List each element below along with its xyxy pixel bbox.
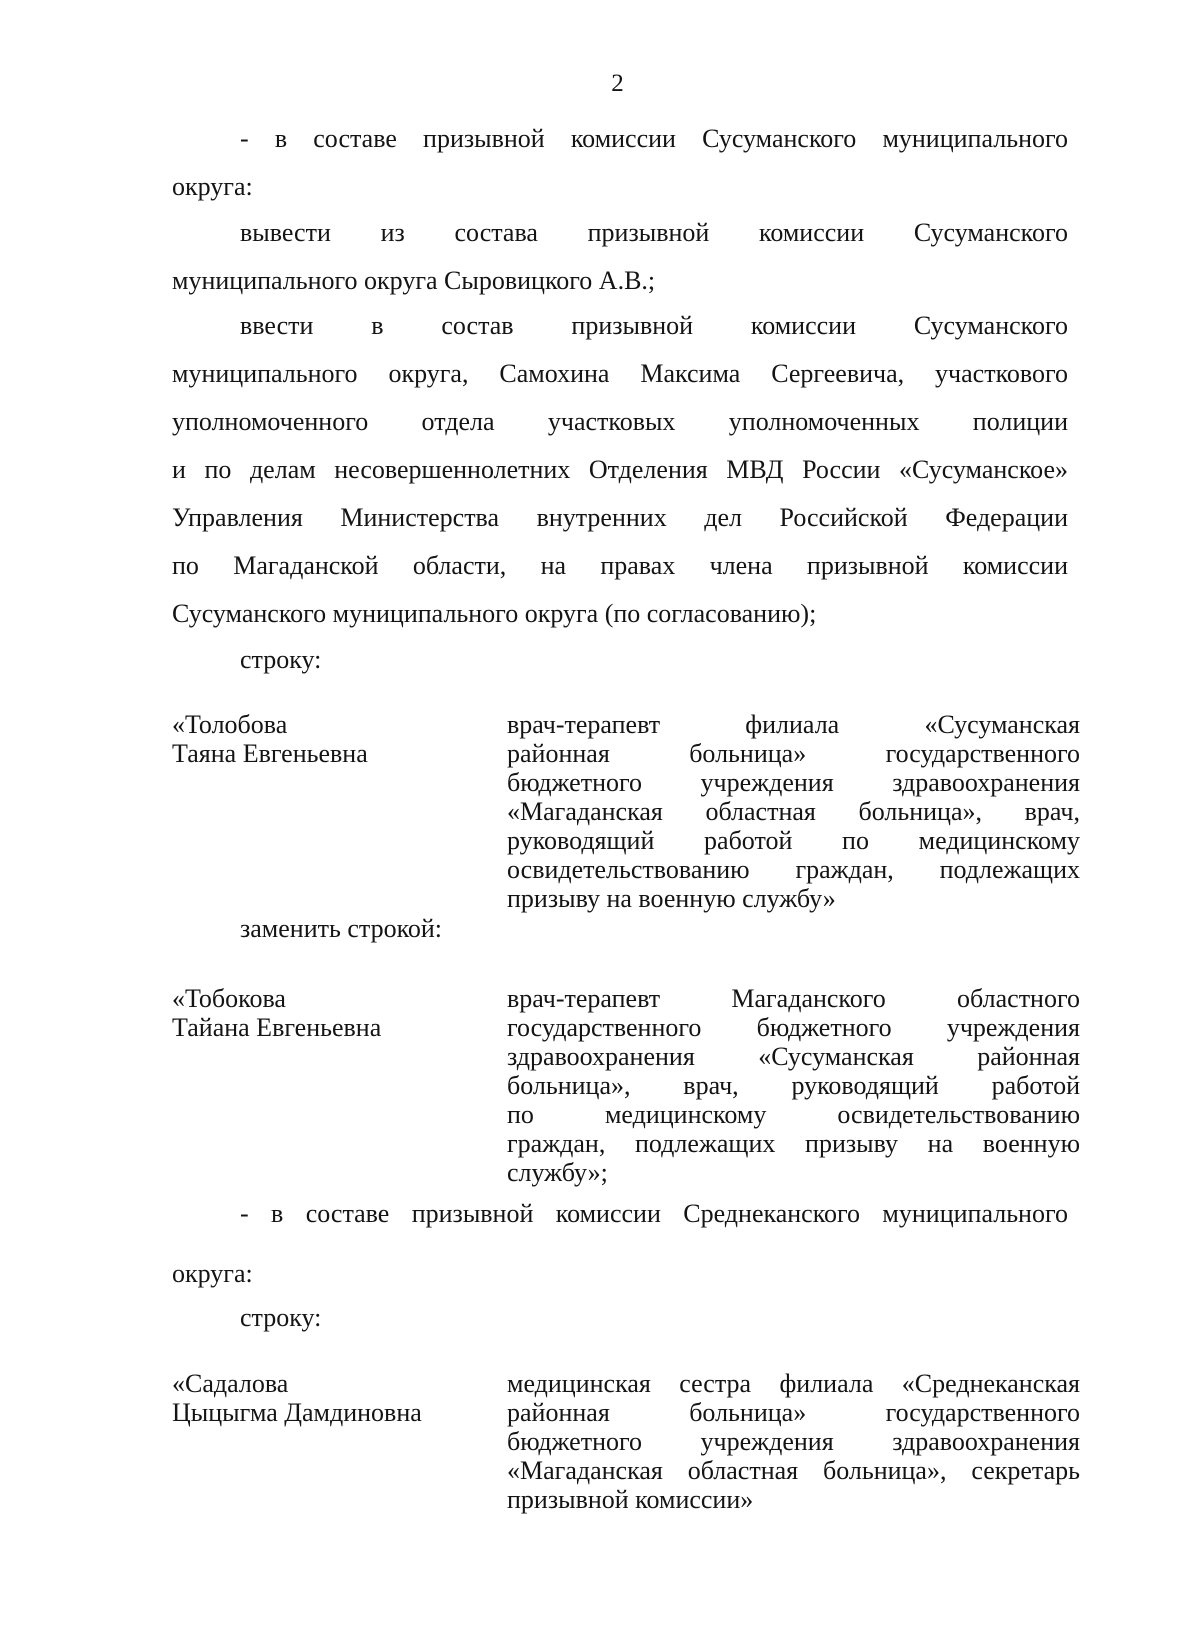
paragraph-line: - в составе призывной комиссии Среднеканского муниципального bbox=[240, 1199, 1068, 1228]
entry-description-line: медицинская сестра филиала «Среднеканская bbox=[507, 1369, 1080, 1398]
entry-description bbox=[507, 1369, 1080, 1514]
entry-description-line: бюджетного учреждения здравоохранения bbox=[507, 1427, 1080, 1456]
entry-description-line: бюджетного учреждения здравоохранения bbox=[507, 768, 1080, 797]
label-stroku-1 bbox=[172, 636, 1068, 684]
paragraph-line: и по делам несовершеннолетних Отделения МВД России «Сусуманское» bbox=[172, 455, 1068, 484]
entry-given-name: Тайана Евгеньевна bbox=[172, 1013, 382, 1042]
paragraph-vyvesti bbox=[172, 209, 1068, 305]
paragraph-line: муниципального округа, Самохина Максима Сергеевича, участкового bbox=[172, 359, 1068, 388]
entry-description-line: граждан, подлежащих призыву на военную bbox=[507, 1129, 1080, 1158]
paragraph-line: округа: bbox=[172, 1259, 253, 1288]
paragraph-line: муниципального округа Сыровицкого А.В.; bbox=[172, 266, 656, 295]
paragraph-line: Сусуманского муниципального округа (по согласованию); bbox=[172, 599, 817, 628]
paragraph-line: по Магаданской области, на правах члена призывной комиссии bbox=[172, 551, 1068, 580]
paragraph-sostav-srednekan bbox=[172, 1190, 1068, 1298]
page-number: 2 bbox=[611, 70, 624, 97]
entry-description-line: врач-терапевт Магаданского областного bbox=[507, 984, 1080, 1013]
entry-description-line: руководящий работой по медицинскому bbox=[507, 826, 1080, 855]
entry-given-name: Цыцыгма Дамдиновна bbox=[172, 1398, 422, 1427]
entry-given-name: Таяна Евгеньевна bbox=[172, 739, 368, 768]
label-stroku-2 bbox=[172, 1294, 1068, 1342]
entry-name bbox=[172, 1369, 472, 1427]
entry-description-line: районная больница» государственного bbox=[507, 1398, 1080, 1427]
label-text: заменить строкой: bbox=[240, 914, 443, 943]
entry-surname: «Садалова bbox=[172, 1369, 289, 1398]
paragraph-line: округа: bbox=[172, 172, 253, 201]
paragraph-sostav-susuman bbox=[172, 115, 1068, 211]
label-zamenit bbox=[172, 905, 1068, 953]
paragraph-line: вывести из состава призывной комиссии Сусуманского bbox=[240, 218, 1068, 247]
entry-description bbox=[507, 710, 1080, 913]
entry-description-line: освидетельствованию граждан, подлежащих bbox=[507, 855, 1080, 884]
entry-description-line: государственного бюджетного учреждения bbox=[507, 1013, 1080, 1042]
entry-surname: «Толобова bbox=[172, 710, 288, 739]
paragraph-line: - в составе призывной комиссии Сусуманского муниципального bbox=[240, 124, 1068, 153]
paragraph-line: уполномоченного отдела участковых уполномоченных полиции bbox=[172, 407, 1068, 436]
entry-description-line: районная больница» государственного bbox=[507, 739, 1080, 768]
paragraph-line: ввести в состав призывной комиссии Сусуманского bbox=[240, 311, 1068, 340]
entry-description-line: «Магаданская областная больница», врач, bbox=[507, 797, 1080, 826]
entry-description-line: по медицинскому освидетельствованию bbox=[507, 1100, 1080, 1129]
paragraph-vvesti bbox=[172, 302, 1068, 638]
entry-name bbox=[172, 984, 472, 1042]
entry-description-line: больница», врач, руководящий работой bbox=[507, 1071, 1080, 1100]
entry-description-line: призыву на военную службу» bbox=[507, 884, 836, 913]
label-text: строку: bbox=[240, 1303, 322, 1332]
entry-description bbox=[507, 984, 1080, 1187]
entry-description-line: службу»; bbox=[507, 1158, 608, 1187]
entry-description-line: врач-терапевт филиала «Сусуманская bbox=[507, 710, 1080, 739]
label-text: строку: bbox=[240, 645, 322, 674]
paragraph-line: Управления Министерства внутренних дел Российской Федерации bbox=[172, 503, 1068, 532]
entry-name bbox=[172, 710, 472, 768]
entry-description-line: здравоохранения «Сусуманская районная bbox=[507, 1042, 1080, 1071]
entry-description-line: «Магаданская областная больница», секретарь bbox=[507, 1456, 1080, 1485]
entry-surname: «Тобокова bbox=[172, 984, 286, 1013]
entry-description-line: призывной комиссии» bbox=[507, 1485, 754, 1514]
